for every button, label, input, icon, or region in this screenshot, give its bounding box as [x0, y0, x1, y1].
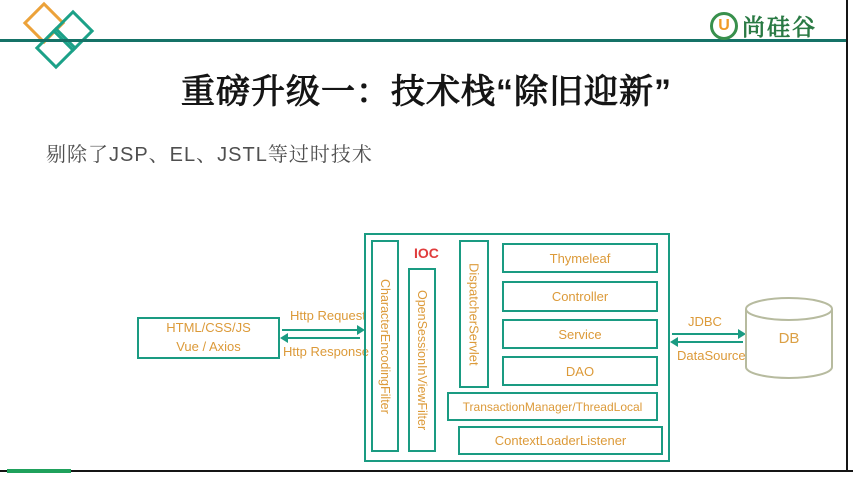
servlet-label: DispatcherServlet [466, 262, 482, 366]
arrow-left-icon [280, 333, 288, 343]
filter2-label: OpenSessionInViewFilter [415, 289, 429, 431]
footer-divider [0, 470, 853, 472]
jdbc-label: JDBC [688, 314, 722, 329]
db-label: DB [778, 330, 800, 347]
jdbc-line [672, 333, 743, 335]
http-response-line [282, 337, 360, 339]
page-subtitle: 剔除了JSP、EL、JSTL等过时技术 [46, 144, 373, 166]
layer-label: DAO [565, 363, 595, 379]
brand-logo [710, 9, 817, 42]
datasource-label: DataSource [677, 348, 746, 363]
transaction-manager-box [447, 392, 658, 421]
layer-label: Controller [551, 289, 609, 304]
client-line2: Vue / Axios [176, 339, 241, 354]
controller-box [502, 281, 658, 312]
page-title: 重磅升级一：技术栈“除旧迎新” [181, 73, 672, 111]
footer-accent-bar [7, 469, 71, 473]
http-request-label: Http Request [290, 308, 366, 323]
ioc-label: IOC [414, 245, 439, 261]
layer-label: Thymeleaf [549, 250, 611, 266]
thymeleaf-box [502, 243, 658, 273]
right-frame-border [846, 0, 848, 472]
brand-u-icon: U [710, 12, 738, 40]
filter1-label: CharacterEncodingFilter [378, 278, 392, 414]
transaction-label: TransactionManager/ThreadLocal [462, 399, 643, 414]
character-encoding-filter-box [371, 240, 399, 452]
listener-label: ContextLoaderListener [494, 433, 627, 448]
datasource-line [672, 341, 743, 343]
context-loader-listener-box [458, 426, 663, 455]
brand-name: 尚硅谷 [742, 14, 817, 40]
http-response-label: Http Response [283, 344, 369, 359]
layer-label: Service [558, 326, 602, 342]
open-session-filter-box [408, 268, 436, 452]
client-box [137, 317, 280, 359]
dao-box [502, 356, 658, 386]
http-request-line [282, 329, 360, 331]
client-line1: HTML/CSS/JS [166, 320, 251, 336]
dispatcher-servlet-box [459, 240, 489, 388]
arrow-left-icon [670, 337, 678, 347]
service-box [502, 319, 658, 349]
